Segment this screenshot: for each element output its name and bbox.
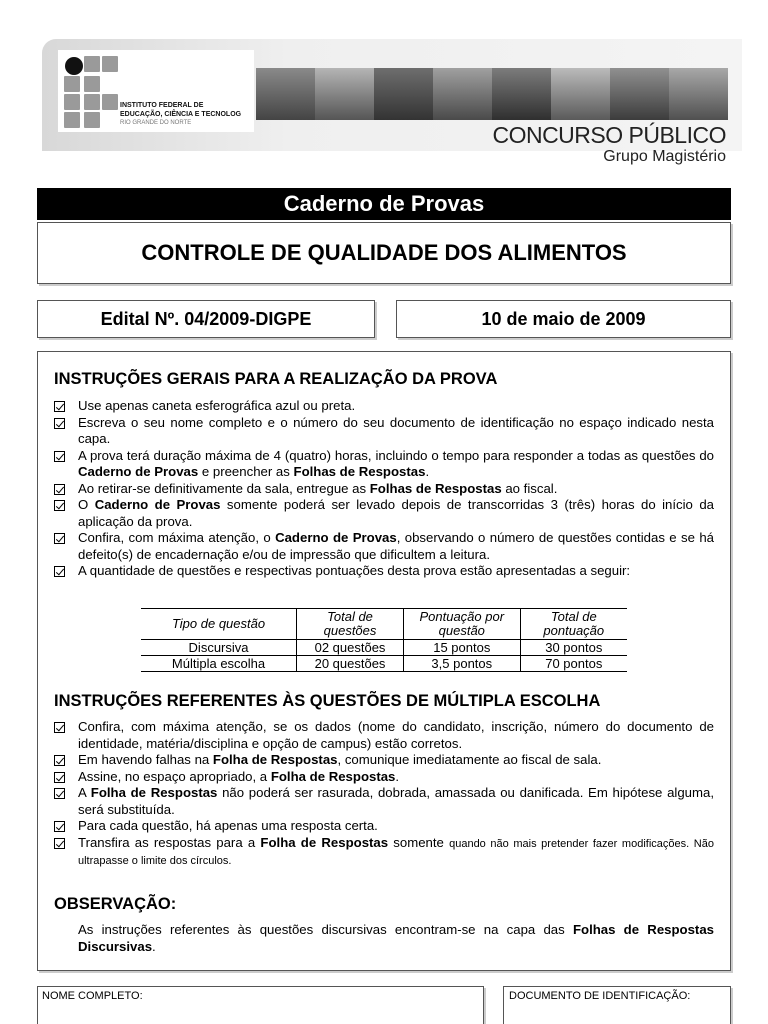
checkbox-icon [54, 755, 65, 766]
list-item: A prova terá duração máxima de 4 (quatro) horas, incluindo o tempo para responder a todas as questões do Caderno de Provas e preencher as Folhas de Respostas. [54, 448, 714, 481]
institute-name: INSTITUTO FEDERAL DE EDUCAÇÃO, CIÊNCIA E TECNOLOG RIO GRANDE DO NORTE [120, 102, 242, 126]
id-document-field[interactable] [503, 986, 731, 1024]
list-item: Use apenas caneta esferográfica azul ou preta. [54, 398, 714, 415]
table-cell: Múltipla escolha [141, 656, 297, 672]
list-item: A Folha de Respostas não poderá ser rasurada, dobrada, amassada ou danificada. Em hipótese alguma, será substituída. [54, 785, 714, 818]
list-item: Transfira as respostas para a Folha de Respostas somente quando não mais pretender fazer modificações. Não ultrapasse o limite dos círculos. [54, 835, 714, 870]
general-instructions-list [54, 398, 714, 580]
list-item: Confira, com máxima atenção, se os dados (nome do candidato, inscrição, número do documento de identidade, matéria/disciplina e opção de campus) estão corretos. [54, 719, 714, 752]
list-item: A quantidade de questões e respectivas pontuações desta prova estão apresentadas a seguir: [54, 563, 714, 580]
full-name-field[interactable] [37, 986, 484, 1024]
table-cell: 20 questões [297, 656, 404, 672]
title-bar: Caderno de Provas [37, 188, 731, 220]
students-photo [256, 68, 728, 120]
list-item: Em havendo falhas na Folha de Respostas, comunique imediatamente ao fiscal de sala. [54, 752, 714, 769]
checkbox-icon [54, 533, 65, 544]
checkbox-icon [54, 838, 65, 849]
grupo-label: Grupo Magistério [603, 148, 726, 165]
exam-title: CONTROLE DE QUALIDADE DOS ALIMENTOS [37, 222, 731, 284]
general-instructions-heading: INSTRUÇÕES GERAIS PARA A REALIZAÇÃO DA PROVA [54, 370, 498, 388]
list-item: Confira, com máxima atenção, o Caderno de Provas, observando o número de questões contidas e se há defeito(s) de encadernação e/ou de impressão que dificultem a leitura. [54, 530, 714, 563]
concurso-title [492, 122, 726, 166]
checkbox-icon [54, 722, 65, 733]
logo-grid-icon [64, 56, 124, 132]
list-item: Assine, no espaço apropriado, a Folha de Respostas. [54, 769, 714, 786]
multiple-choice-heading: INSTRUÇÕES REFERENTES ÀS QUESTÕES DE MÚLTIPLA ESCOLHA [54, 692, 601, 710]
table-row [141, 640, 627, 656]
checkbox-icon [54, 401, 65, 412]
checkbox-icon [54, 484, 65, 495]
column-header: Pontuação por questão [403, 609, 520, 640]
checkbox-icon [54, 418, 65, 429]
checkbox-icon [54, 788, 65, 799]
checkbox-icon [54, 772, 65, 783]
table-cell: Discursiva [141, 640, 297, 656]
observation-text: As instruções referentes às questões discursivas encontram-se na capa das Folhas de Respostas Discursivas. [78, 922, 714, 954]
list-item: Escreva o seu nome completo e o número do seu documento de identificação no espaço indicado nesta capa. [54, 415, 714, 448]
full-name-label: NOME COMPLETO: [42, 990, 143, 1002]
table-cell: 30 pontos [520, 640, 627, 656]
checkbox-icon [54, 821, 65, 832]
column-header: Tipo de questão [141, 609, 297, 640]
checkbox-icon [54, 451, 65, 462]
table-row [141, 656, 627, 672]
multiple-choice-list [54, 719, 714, 870]
observation-heading: OBSERVAÇÃO: [54, 895, 177, 913]
table-cell: 70 pontos [520, 656, 627, 672]
column-header: Total de pontuação [520, 609, 627, 640]
checkbox-icon [54, 500, 65, 511]
table-cell: 02 questões [297, 640, 404, 656]
exam-date: 10 de maio de 2009 [396, 300, 731, 338]
list-item: O Caderno de Provas somente poderá ser levado depois de transcorridas 3 (três) horas do início da aplicação da prova. [54, 497, 714, 530]
score-table [141, 608, 627, 672]
table-header-row [141, 609, 627, 640]
table-cell: 15 pontos [403, 640, 520, 656]
edital-number: Edital Nº. 04/2009-DIGPE [37, 300, 375, 338]
id-document-label: DOCUMENTO DE IDENTIFICAÇÃO: [509, 990, 691, 1002]
column-header: Total de questões [297, 609, 404, 640]
table-cell: 3,5 pontos [403, 656, 520, 672]
checkbox-icon [54, 566, 65, 577]
concurso-label: CONCURSO PÚBLICO [492, 122, 726, 148]
list-item: Para cada questão, há apenas uma resposta certa. [54, 818, 714, 835]
list-item: Ao retirar-se definitivamente da sala, entregue as Folhas de Respostas ao fiscal. [54, 481, 714, 498]
